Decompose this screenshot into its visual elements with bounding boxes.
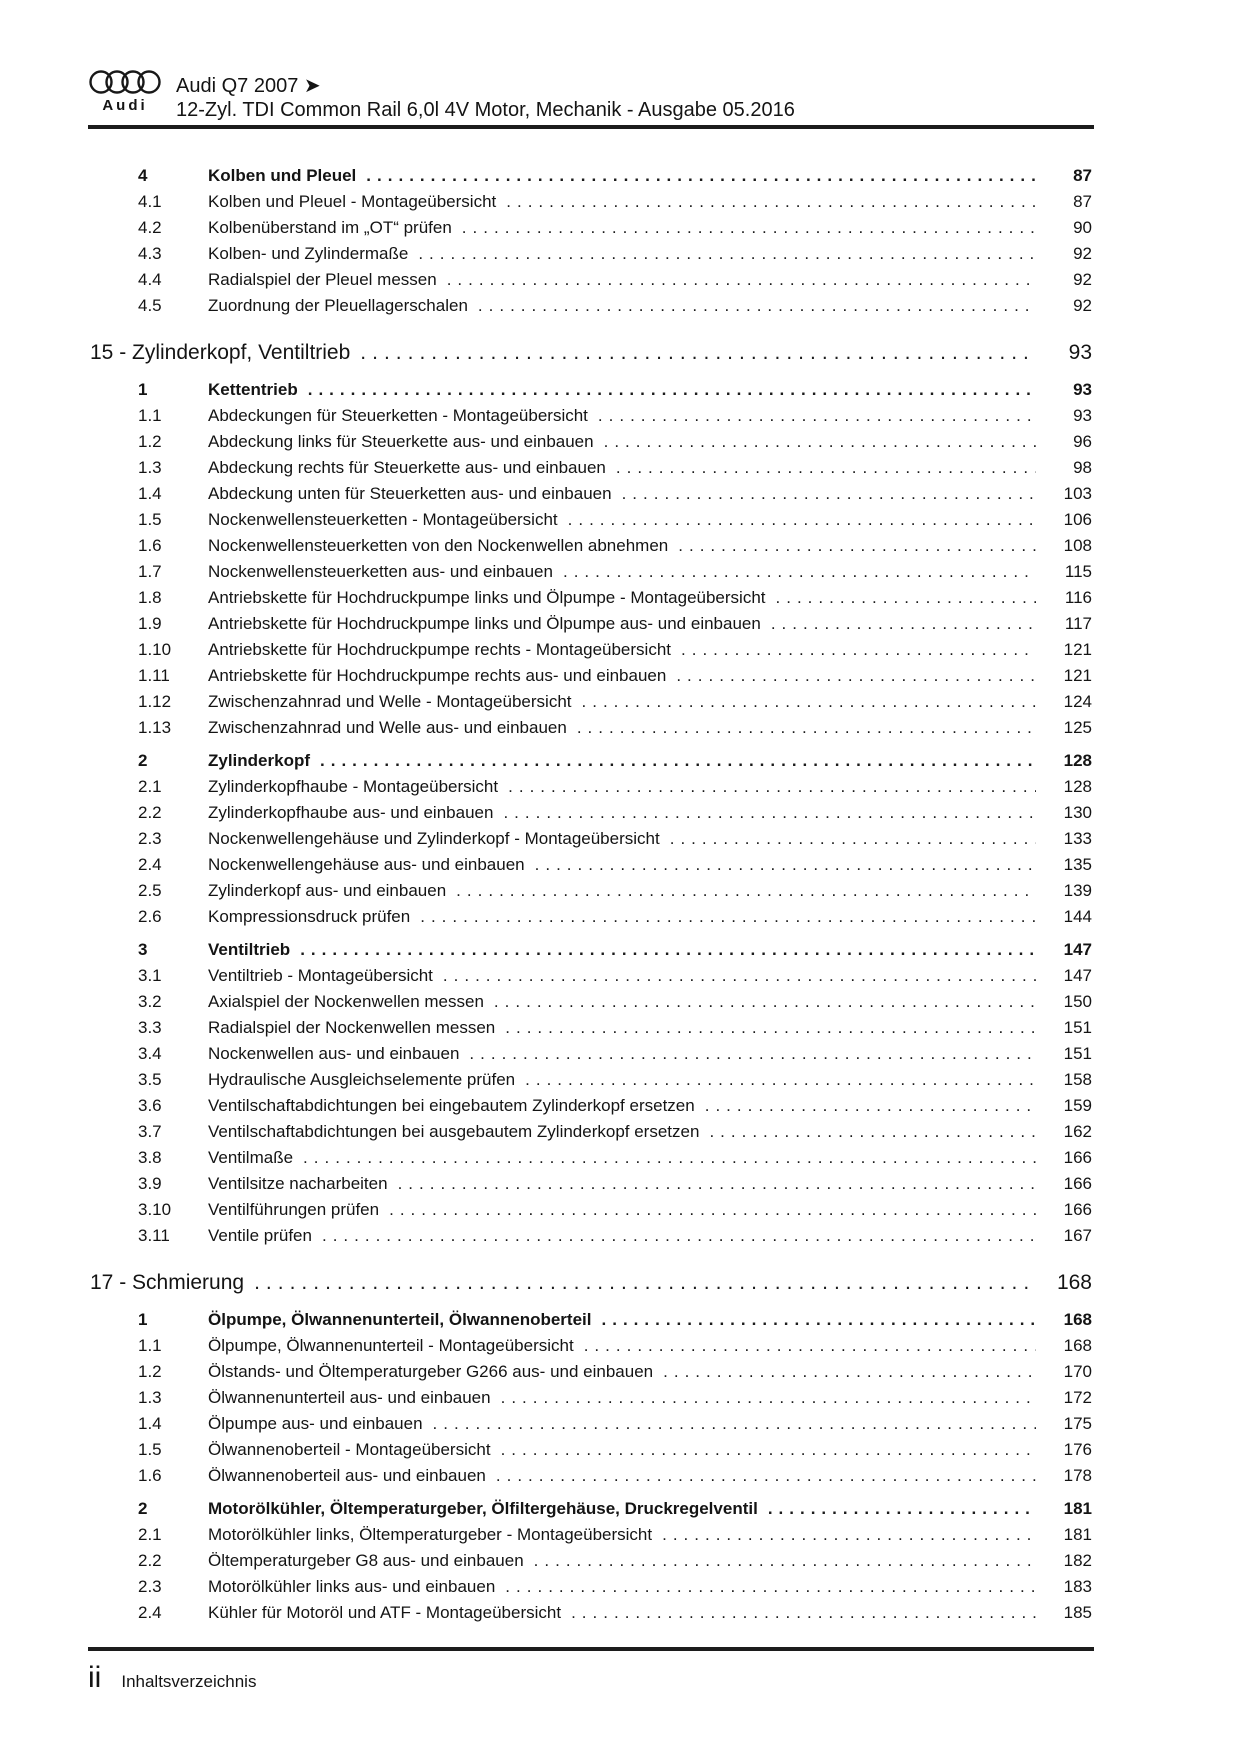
toc-item-row [90,1041,1092,1067]
toc-entry-title: Motorölkühler, Öltemperaturgeber, Ölfiltergehäuse, Druckregelventil [208,1499,758,1518]
toc-entry-page: 147 [1063,966,1092,985]
toc-entry-number: 3.7 [138,1122,162,1141]
toc-entry-title: Ölpumpe, Ölwannenunterteil, Ölwannenoberteil [208,1310,592,1329]
toc-group-row [90,1307,1092,1333]
dot-leader [300,937,1036,963]
toc-entry-number: 3.4 [138,1044,162,1063]
toc-entry-number: 4.5 [138,296,162,315]
toc-entry-number: 1.3 [138,458,162,477]
dot-leader [535,852,1036,878]
toc-entry-number: 1.6 [138,536,162,555]
dot-leader [469,1041,1036,1067]
toc-item-row [90,1223,1092,1249]
dot-leader [571,1600,1036,1626]
toc-entry-number: 2.6 [138,907,162,926]
toc-entry-title: Zylinderkopf aus- und einbauen [208,881,447,900]
toc-item-row [90,689,1092,715]
toc-item-row [90,1522,1092,1548]
dot-leader [508,774,1036,800]
toc-entry-page: 170 [1063,1362,1092,1381]
toc-entry-title: Kettentrieb [208,380,298,399]
toc-entry-page: 144 [1063,907,1092,926]
toc-entry-number: 3 [138,940,148,959]
toc-entry-number: 3.8 [138,1148,162,1167]
dot-leader [496,1463,1036,1489]
dot-leader [462,215,1036,241]
audi-wordmark: Audi [102,97,148,114]
toc-item-row [90,481,1092,507]
toc-item-row [90,1119,1092,1145]
toc-entry-page: 135 [1063,855,1092,874]
toc-entry-title: Radialspiel der Pleuel messen [208,270,437,289]
toc-entry-page: 158 [1063,1070,1092,1089]
toc-entry-number: 1.5 [138,510,162,529]
toc-entry-title: Ventile prüfen [208,1226,312,1245]
toc-entry-page: 117 [1064,614,1092,633]
toc-entry-page: 166 [1063,1200,1092,1219]
toc-entry-page: 166 [1063,1174,1092,1193]
header-model-line: Audi Q7 2007 ➤ [176,75,321,97]
toc-entry-number: 1 [138,380,148,399]
toc-entry-number: 2.2 [138,803,162,822]
toc-entry-title: Nockenwellengehäuse und Zylinderkopf - Montageübersicht [208,829,660,848]
toc-entry-number: 2.3 [138,829,162,848]
toc-entry-number: 1.1 [138,1336,162,1355]
header-text [176,68,795,122]
toc-entry-title: Ventilmaße [208,1148,294,1167]
toc-item-row [90,1411,1092,1437]
dot-leader [584,1333,1036,1359]
toc-entry-number: 2 [138,751,148,770]
dot-leader [503,800,1036,826]
toc-entry-title: Kompressionsdruck prüfen [208,907,411,926]
toc-entry-number: 2.3 [138,1577,162,1596]
toc [90,156,1092,1626]
toc-entry-title: Abdeckung rechts für Steuerkette aus- und einbauen [208,458,606,477]
toc-entry-page: 181 [1063,1525,1092,1544]
toc-item-row [90,637,1092,663]
toc-entry-page: 92 [1073,270,1092,289]
toc-group-row [90,748,1092,774]
toc-entry-number: 1.8 [138,588,162,607]
toc-item-row [90,455,1092,481]
toc-entry-number: 4 [138,166,148,185]
toc-entry-title: Antriebskette für Hochdruckpumpe links und Ölpumpe aus- und einbauen [208,614,761,633]
toc-entry-page: 121 [1063,666,1092,685]
toc-entry-title: Nockenwellensteuerketten - Montageübersicht [208,510,558,529]
toc-item-row [90,559,1092,585]
toc-entry-number: 3.6 [138,1096,162,1115]
toc-item-row [90,1197,1092,1223]
toc-entry-title: Nockenwellen aus- und einbauen [208,1044,460,1063]
toc-entry-number: 2.5 [138,881,162,900]
toc-entry-title: Kolben und Pleuel - Montageübersicht [208,192,497,211]
toc-entry-page: 166 [1063,1148,1092,1167]
toc-item-row [90,293,1092,319]
toc-entry-title: Zwischenzahnrad und Welle - Montageübersicht [208,692,572,711]
toc-entry-page: 125 [1063,718,1092,737]
toc-entry-page: 147 [1063,940,1092,959]
toc-entry-page: 151 [1063,1018,1092,1037]
toc-item-row [90,1548,1092,1574]
toc-entry-page: 175 [1063,1414,1092,1433]
dot-leader [622,481,1036,507]
toc-item-row [90,1385,1092,1411]
dot-leader [681,637,1036,663]
toc-item-row [90,215,1092,241]
toc-entry-title: Hydraulische Ausgleichselemente prüfen [208,1070,516,1089]
toc-entry-number: 1.2 [138,1362,162,1381]
dot-leader [678,533,1036,559]
toc-entry-number: 3.11 [138,1226,170,1245]
dot-leader [418,241,1036,267]
toc-entry-title: Zwischenzahnrad und Welle aus- und einbauen [208,718,567,737]
toc-item-row [90,403,1092,429]
toc-entry-number: 3.10 [138,1200,172,1219]
toc-entry-title: Ventilführungen prüfen [208,1200,380,1219]
page-header [88,68,795,122]
dot-leader [433,1411,1036,1437]
toc-entry-title: Ventiltrieb [208,940,291,959]
toc-entry-number: 3.1 [138,966,162,985]
toc-entry-number: 1.1 [138,406,162,425]
toc-item-row [90,1437,1092,1463]
toc-chapter-row [90,336,1092,370]
toc-item-row [90,533,1092,559]
toc-entry-title: Motorölkühler links aus- und einbauen [208,1577,496,1596]
toc-entry-number: 3.3 [138,1018,162,1037]
toc-item-row [90,507,1092,533]
toc-entry-title: Nockenwellensteuerketten von den Nockenwellen abnehmen [208,536,669,555]
toc-item-row [90,1600,1092,1626]
toc-entry-number: 1.7 [138,562,162,581]
dot-leader [506,189,1036,215]
dot-leader [501,1437,1036,1463]
toc-item-row [90,1145,1092,1171]
toc-entry-number: 1.6 [138,1466,162,1485]
audi-rings-icon [89,68,161,96]
dot-leader [577,715,1036,741]
toc-entry-title: Ölpumpe, Ölwannenunterteil - Montageübersicht [208,1336,574,1355]
toc-entry-title: Zylinderkopfhaube - Montageübersicht [208,777,499,796]
toc-entry-page: 182 [1063,1551,1092,1570]
toc-item-row [90,1333,1092,1359]
toc-entry-title: Nockenwellensteuerketten aus- und einbauen [208,562,553,581]
dot-leader [478,293,1036,319]
toc-entry-number: 4.3 [138,244,162,263]
toc-entry-number: 3.9 [138,1174,162,1193]
toc-entry-page: 151 [1063,1044,1092,1063]
toc-entry-title: Zuordnung der Pleuellagerschalen [208,296,468,315]
dot-leader [525,1067,1036,1093]
dot-leader [360,336,1036,370]
toc-entry-title: Ölwannenunterteil aus- und einbauen [208,1388,491,1407]
toc-item-row [90,878,1092,904]
toc-entry-number: 1.3 [138,1388,162,1407]
footer-label: Inhaltsverzeichnis [121,1672,257,1691]
dot-leader [420,904,1036,930]
audi-logo [88,68,162,114]
toc-entry-title: Kühler für Motoröl und ATF - Montageübersicht [208,1603,562,1622]
toc-item-row [90,1359,1092,1385]
dot-leader [563,559,1036,585]
toc-item-row [90,241,1092,267]
toc-entry-page: 168 [1063,1310,1092,1329]
toc-entry-title: Abdeckungen für Steuerketten - Montageübersicht [208,406,588,425]
toc-entry-page: 168 [1063,1336,1092,1355]
toc-item-row [90,611,1092,637]
toc-entry-title: 17 - Schmierung [90,1271,245,1294]
toc-item-row [90,1463,1092,1489]
toc-entry-title: 15 - Zylinderkopf, Ventiltrieb [90,341,351,364]
toc-item-row [90,1093,1092,1119]
toc-entry-page: 167 [1063,1226,1092,1245]
dot-leader [389,1197,1036,1223]
toc-entry-title: Abdeckung unten für Steuerketten aus- und einbauen [208,484,612,503]
dot-leader [768,1496,1036,1522]
dot-leader [616,455,1036,481]
toc-entry-title: Ventilschaftabdichtungen bei ausgebautem Zylinderkopf ersetzen [208,1122,700,1141]
toc-entry-number: 1.2 [138,432,162,451]
toc-entry-title: Ölwannenoberteil - Montageübersicht [208,1440,491,1459]
dot-leader [322,1223,1036,1249]
toc-item-row [90,1171,1092,1197]
toc-entry-page: 185 [1063,1603,1092,1622]
toc-chapter-row [90,1266,1092,1300]
dot-leader [670,826,1036,852]
dot-leader [771,611,1036,637]
toc-entry-page: 116 [1064,588,1092,607]
toc-entry-page: 128 [1063,777,1092,796]
toc-entry-page: 133 [1063,829,1092,848]
toc-entry-title: Zylinderkopf [208,751,311,770]
toc-entry-title: Kolben- und Zylindermaße [208,244,409,263]
header-subtitle-line: 12-Zyl. TDI Common Rail 6,0l 4V Motor, Mechanik - Ausgabe 05.2016 [176,99,795,121]
toc-entry-number: 1.13 [138,718,172,737]
toc-item-row [90,715,1092,741]
toc-entry-page: 106 [1063,510,1092,529]
toc-entry-page: 121 [1063,640,1092,659]
toc-item-row [90,663,1092,689]
toc-entry-page: 92 [1073,244,1092,263]
toc-entry-number: 1.11 [138,666,170,685]
dot-leader [582,689,1037,715]
toc-entry-number: 1.10 [138,640,172,659]
dot-leader [443,963,1036,989]
toc-item-row [90,904,1092,930]
dot-leader [398,1171,1036,1197]
toc-entry-number: 1.12 [138,692,172,711]
toc-entry-number: 2 [138,1499,148,1518]
toc-entry-number: 3.5 [138,1070,162,1089]
header-rule [88,125,1094,129]
dot-leader [494,989,1036,1015]
toc-entry-number: 3.2 [138,992,162,1011]
toc-entry-title: Antriebskette für Hochdruckpumpe links und Ölpumpe - Montageübersicht [208,588,766,607]
dot-leader [709,1119,1036,1145]
toc-entry-number: 1.4 [138,484,162,503]
dot-leader [676,663,1036,689]
toc-entry-number: 2.1 [138,1525,162,1544]
toc-entry-title: Axialspiel der Nockenwellen messen [208,992,484,1011]
dot-leader [505,1015,1036,1041]
toc-group-row [90,163,1092,189]
toc-item-row [90,774,1092,800]
dot-leader [602,1307,1037,1333]
toc-entry-page: 93 [1073,380,1092,399]
toc-entry-number: 4.1 [138,192,162,211]
toc-entry-number: 2.4 [138,1603,162,1622]
dot-leader [447,267,1036,293]
dot-leader [254,1266,1036,1300]
dot-leader [366,163,1036,189]
toc-entry-page: 150 [1063,992,1092,1011]
toc-item-row [90,989,1092,1015]
toc-entry-page: 108 [1063,536,1092,555]
toc-entry-page: 93 [1073,406,1092,425]
toc-entry-page: 183 [1063,1577,1092,1596]
toc-item-row [90,800,1092,826]
toc-entry-title: Antriebskette für Hochdruckpumpe rechts aus- und einbauen [208,666,667,685]
toc-entry-number: 2.1 [138,777,162,796]
toc-entry-title: Motorölkühler links, Öltemperaturgeber - Montageübersicht [208,1525,653,1544]
toc-entry-page: 139 [1063,881,1092,900]
toc-entry-title: Nockenwellengehäuse aus- und einbauen [208,855,525,874]
toc-entry-title: Kolbenüberstand im „OT“ prüfen [208,218,452,237]
toc-entry-title: Ventilschaftabdichtungen bei eingebautem Zylinderkopf ersetzen [208,1096,695,1115]
toc-entry-page: 87 [1073,166,1092,185]
toc-entry-page: 181 [1063,1499,1092,1518]
toc-entry-number: 2.2 [138,1551,162,1570]
toc-item-row [90,585,1092,611]
toc-item-row [90,1067,1092,1093]
toc-item-row [90,1015,1092,1041]
toc-entry-title: Radialspiel der Nockenwellen messen [208,1018,496,1037]
toc-item-row [90,826,1092,852]
toc-entry-page: 96 [1073,432,1092,451]
toc-entry-number: 1 [138,1310,148,1329]
footer-page-number: ii [88,1661,102,1694]
toc-item-row [90,429,1092,455]
toc-entry-page: 92 [1073,296,1092,315]
toc-entry-title: Ventiltrieb - Montageübersicht [208,966,433,985]
toc-entry-page: 172 [1063,1388,1092,1407]
toc-entry-page: 103 [1063,484,1092,503]
dot-leader [501,1385,1036,1411]
toc-item-row [90,1574,1092,1600]
toc-entry-title: Kolben und Pleuel [208,166,357,185]
toc-item-row [90,852,1092,878]
toc-entry-page: 168 [1056,1271,1092,1294]
toc-entry-page: 93 [1068,341,1092,364]
dot-leader [663,1359,1036,1385]
toc-item-row [90,189,1092,215]
toc-group-row [90,937,1092,963]
toc-entry-page: 87 [1073,192,1092,211]
footer-rule [88,1647,1094,1651]
toc-group-row [90,377,1092,403]
toc-entry-page: 128 [1063,751,1092,770]
toc-entry-page: 130 [1063,803,1092,822]
dot-leader [308,377,1036,403]
toc-entry-title: Ölwannenoberteil aus- und einbauen [208,1466,486,1485]
toc-entry-page: 90 [1073,218,1092,237]
dot-leader [776,585,1036,611]
dot-leader [604,429,1036,455]
dot-leader [568,507,1036,533]
dot-leader [662,1522,1036,1548]
dot-leader [705,1093,1036,1119]
toc-entry-number: 2.4 [138,855,162,874]
toc-entry-page: 115 [1064,562,1092,581]
toc-entry-page: 162 [1063,1122,1092,1141]
dot-leader [534,1548,1036,1574]
toc-entry-title: Abdeckung links für Steuerkette aus- und einbauen [208,432,594,451]
dot-leader [456,878,1036,904]
toc-entry-title: Ölpumpe aus- und einbauen [208,1414,423,1433]
toc-entry-page: 178 [1063,1466,1092,1485]
toc-entry-page: 98 [1073,458,1092,477]
toc-entry-number: 4.4 [138,270,162,289]
toc-entry-page: 159 [1063,1096,1092,1115]
toc-entry-number: 1.5 [138,1440,162,1459]
toc-entry-page: 176 [1063,1440,1092,1459]
dot-leader [598,403,1036,429]
toc-entry-title: Zylinderkopfhaube aus- und einbauen [208,803,494,822]
toc-entry-title: Ventilsitze nacharbeiten [208,1174,388,1193]
toc-entry-title: Öltemperaturgeber G8 aus- und einbauen [208,1551,524,1570]
dot-leader [320,748,1036,774]
toc-entry-page: 124 [1063,692,1092,711]
toc-entry-title: Ölstands- und Öltemperaturgeber G266 aus- und einbauen [208,1362,654,1381]
toc-entry-number: 1.4 [138,1414,162,1433]
toc-group-row [90,1496,1092,1522]
toc-entry-number: 4.2 [138,218,162,237]
page-footer [88,1660,256,1696]
dot-leader [303,1145,1036,1171]
toc-item-row [90,267,1092,293]
toc-entry-number: 1.9 [138,614,162,633]
dot-leader [505,1574,1036,1600]
toc-item-row [90,963,1092,989]
toc-entry-title: Antriebskette für Hochdruckpumpe rechts - Montageübersicht [208,640,672,659]
